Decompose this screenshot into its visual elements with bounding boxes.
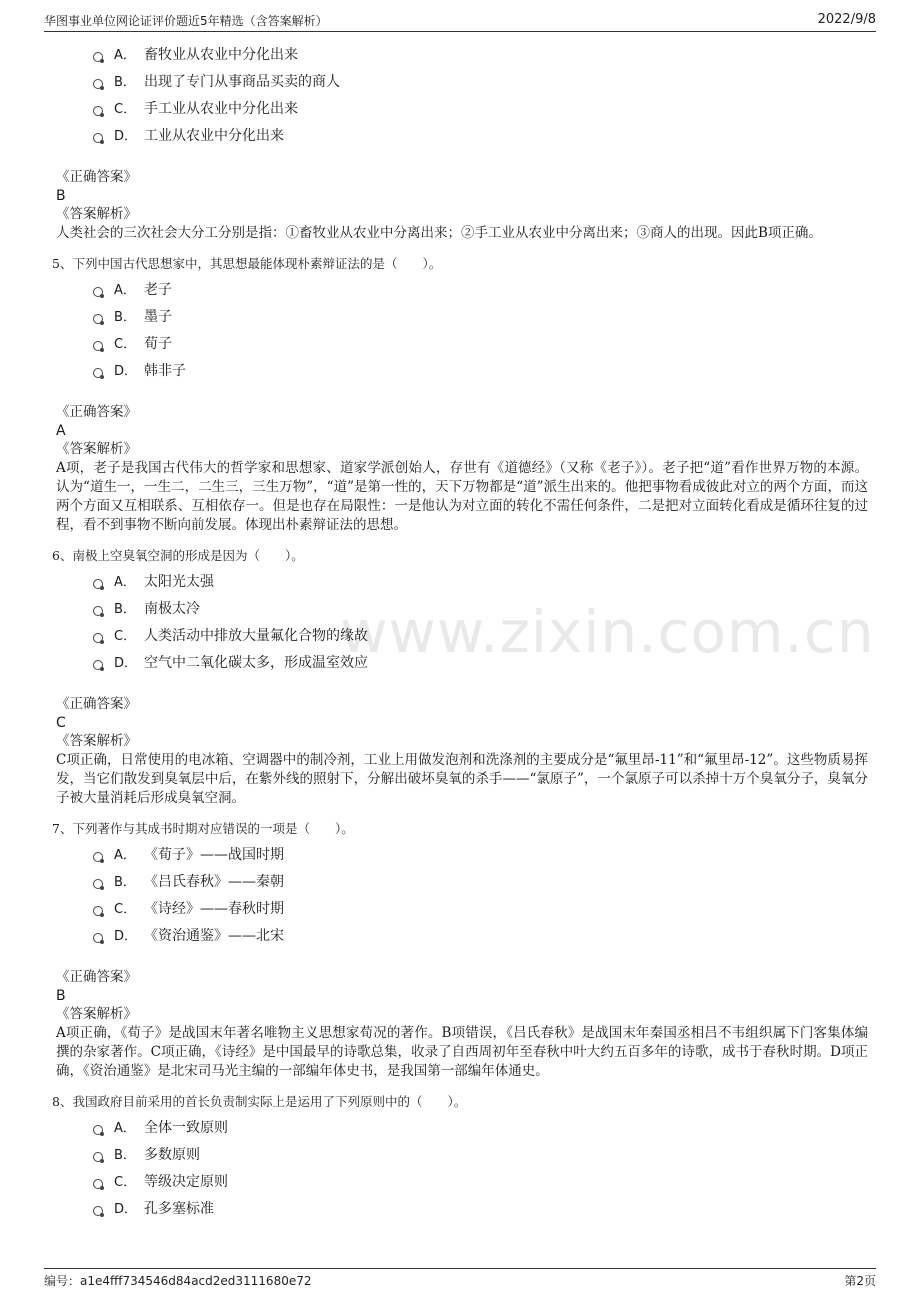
option-text: 《吕氏春秋》——秦朝 [144,874,284,890]
document-date: 2022/9/8 [817,12,876,27]
option-letter: C． [114,902,137,917]
option-list [56,42,868,150]
document-title: 华图事业单位网论证评价题近5年精选（含答案解析） [44,14,328,28]
option-text: 畜牧业从农业中分化出来 [144,47,298,63]
option-text: 出现了专门从事商品买卖的商人 [144,74,340,90]
option-text: 手工业从农业中分化出来 [144,101,298,117]
watermark: www.zixin.com.cn [340,598,875,666]
analysis-text: 人类社会的三次社会大分工分别是指：①畜牧业从农业中分离出来；②手工业从农业中分离出来；③商人的出现。因此B项正确。 [56,225,822,241]
option-text: 南极太冷 [144,601,200,617]
question-stem: 8、我国政府目前采用的首长负责制实际上是运用了下列原则中的（ ）。 [52,1094,467,1109]
question-block [52,820,868,1081]
option-letter: D． [114,129,138,144]
question-block [52,1093,868,1223]
option-letter: A． [114,848,136,863]
option-text: 工业从农业中分化出来 [144,128,284,144]
answer-option[interactable] [56,42,868,69]
answer-label: 《正确答案》 [56,169,137,185]
radio-icon[interactable] [93,52,103,62]
option-list [56,569,868,677]
radio-icon[interactable] [93,314,103,324]
answer-value: B [56,988,66,1004]
analysis-text: A项正确，《荀子》是战国末年著名唯物主义思想家荀况的著作。B项错误，《吕氏春秋》是战国末年秦国丞相吕不韦组织属下门客集体编撰的杂家著作。C项正确，《诗经》是中国最早的诗歌总集，收录了自西周初年至春秋中叶大约五百多年的诗歌，成书于春秋时期。D项正确，《资治通鉴》是北宋司马光主编的一部编年体史书，是我国第一部编年体通史。 [56,1025,868,1079]
option-text: 《资治通鉴》——北宋 [144,928,284,944]
option-letter: B． [114,875,136,890]
answer-option[interactable] [56,569,868,596]
option-text: 太阳光太强 [144,574,214,590]
option-letter: C． [114,1175,137,1190]
question-list [52,42,868,1235]
answer-option[interactable] [56,1142,868,1169]
radio-icon[interactable] [93,133,103,143]
option-text: 全体一致原则 [144,1120,228,1136]
question-block [56,42,868,243]
answer-option[interactable] [56,923,868,950]
option-text: 《荀子》——战国时期 [144,847,284,863]
radio-icon[interactable] [93,1125,103,1135]
radio-icon[interactable] [93,341,103,351]
analysis-label: 《答案解析》 [56,206,137,222]
option-text: 荀子 [144,336,172,352]
radio-icon[interactable] [93,287,103,297]
page-footer [44,1272,876,1290]
answer-label: 《正确答案》 [56,969,137,985]
answer-option[interactable] [56,623,868,650]
option-text: 等级决定原则 [144,1174,228,1190]
option-text: 老子 [144,282,172,298]
question-block [52,255,868,535]
answer-label: 《正确答案》 [56,404,137,420]
header-divider [44,31,876,32]
radio-icon[interactable] [93,1152,103,1162]
analysis-label: 《答案解析》 [56,1006,137,1022]
option-text: 韩非子 [144,363,186,379]
option-text: 多数原则 [144,1147,200,1163]
radio-icon[interactable] [93,660,103,670]
option-text: 人类活动中排放大量氟化合物的缘故 [144,628,368,644]
answer-option[interactable] [56,1115,868,1142]
option-list [56,277,868,385]
answer-option[interactable] [56,596,868,623]
document-code: 编号：a1e4fff734546d84acd2ed3111680e72 [44,1274,312,1288]
option-letter: A． [114,283,136,298]
question-stem: 7、下列著作与其成书时期对应错误的一项是（ ）。 [52,821,354,836]
footer-divider [44,1268,876,1269]
option-letter: B． [114,310,136,325]
option-text: 空气中二氧化碳太多，形成温室效应 [144,655,368,671]
option-letter: A． [114,48,136,63]
answer-value: B [56,188,66,204]
radio-icon[interactable] [93,106,103,116]
analysis-text: A项，老子是我国古代伟大的哲学家和思想家、道家学派创始人，存世有《道德经》（又称《老子》）。老子把“道”看作世界万物的本源。认为“道生一，一生二，二生三，三生万物”，“道”是第一性的，天下万物都是“道”派生出来的。他把事物看成彼此对立的两个方面，而这两个方面又互相联系、互相依存一。但是也存在局限性：一是他认为对立面的转化不需任何条件，二是把对立面转化看成是循环往复的过程，看不到事物不断向前发展。体现出朴素辩证法的思想。 [56,460,868,533]
question-block [52,547,868,808]
answer-option[interactable] [56,896,868,923]
page-header [44,12,876,30]
radio-icon[interactable] [93,906,103,916]
answer-option[interactable] [56,331,868,358]
option-letter: C． [114,629,137,644]
radio-icon[interactable] [93,1179,103,1189]
option-list [56,842,868,950]
answer-option[interactable] [56,69,868,96]
page-number: 第2页 [844,1274,876,1288]
option-letter: D． [114,929,138,944]
analysis-text: C项正确，日常使用的电冰箱、空调器中的制冷剂，工业上用做发泡剂和洗涤剂的主要成分是“氟里昂-11”和“氟里昂-12”。这些物质易挥发，当它们散发到臭氧层中后，在紫外线的照射下，分解出破坏臭氧的杀手——“氯原子”，一个氯原子可以杀掉十万个臭氧分子，臭氧分子被大量消耗后形成臭氧空洞。 [56,752,868,806]
option-text: 《诗经》——春秋时期 [144,901,284,917]
radio-icon[interactable] [93,1206,103,1216]
option-letter: A． [114,575,136,590]
radio-icon[interactable] [93,368,103,378]
radio-icon[interactable] [93,633,103,643]
option-letter: D． [114,364,138,379]
radio-icon[interactable] [93,606,103,616]
radio-icon[interactable] [93,852,103,862]
answer-option[interactable] [56,869,868,896]
question-stem: 5、下列中国古代思想家中，其思想最能体现朴素辩证法的是（ ）。 [52,256,442,271]
answer-option[interactable] [56,123,868,150]
analysis-label: 《答案解析》 [56,733,137,749]
option-letter: A． [114,1121,136,1136]
radio-icon[interactable] [93,933,103,943]
radio-icon[interactable] [93,79,103,89]
option-list [56,1115,868,1223]
answer-option[interactable] [56,1196,868,1223]
answer-value: A [56,423,66,439]
radio-icon[interactable] [93,879,103,889]
option-letter: C． [114,337,137,352]
radio-icon[interactable] [93,579,103,589]
option-text: 墨子 [144,309,172,325]
option-letter: B． [114,75,136,90]
answer-option[interactable] [56,650,868,677]
question-stem: 6、南极上空臭氧空洞的形成是因为（ ）。 [52,548,304,563]
analysis-label: 《答案解析》 [56,441,137,457]
answer-value: C [56,715,66,731]
answer-option[interactable] [56,842,868,869]
option-letter: C． [114,102,137,117]
answer-label: 《正确答案》 [56,696,137,712]
answer-option[interactable] [56,358,868,385]
option-text: 孔多塞标准 [144,1201,214,1217]
option-letter: B． [114,602,136,617]
option-letter: D． [114,656,138,671]
answer-option[interactable] [56,1169,868,1196]
answer-option[interactable] [56,96,868,123]
option-letter: D． [114,1202,138,1217]
option-letter: B． [114,1148,136,1163]
answer-option[interactable] [56,277,868,304]
answer-option[interactable] [56,304,868,331]
